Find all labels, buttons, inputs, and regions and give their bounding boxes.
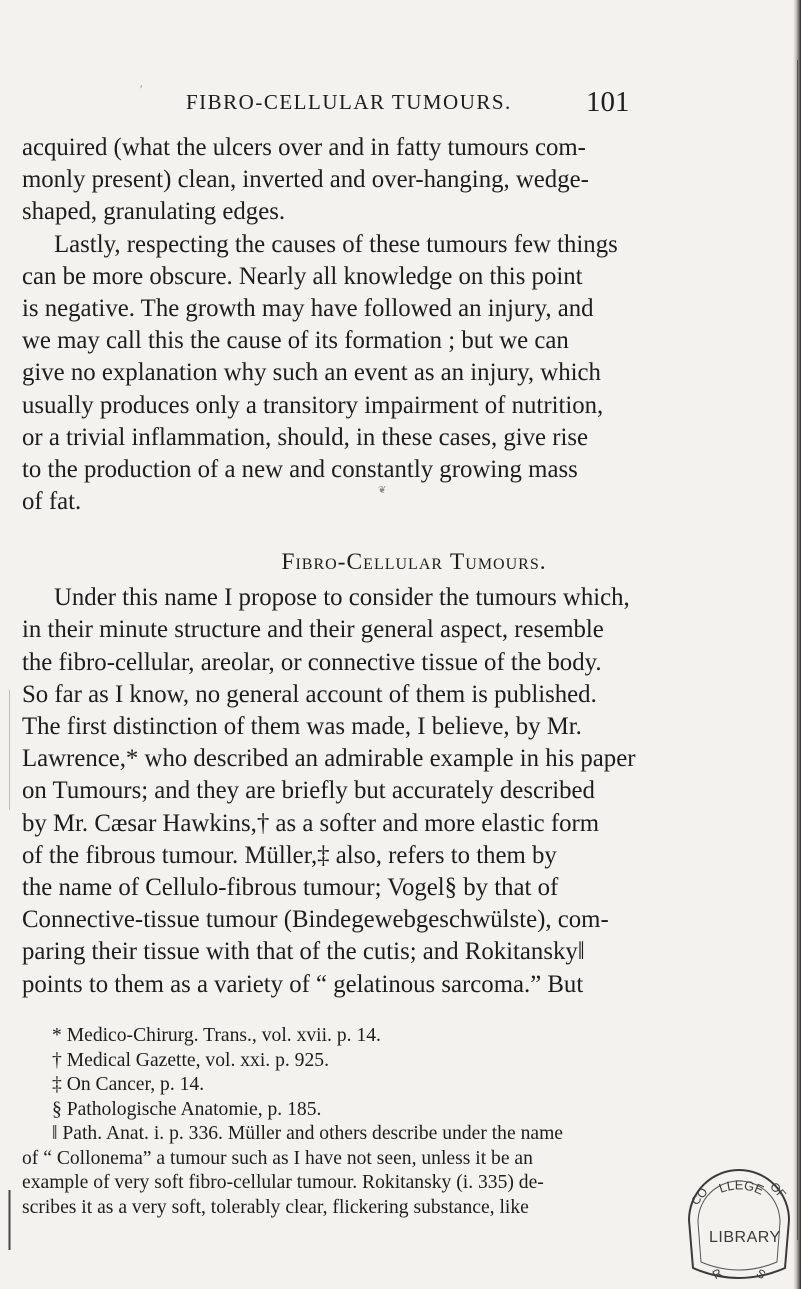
stamp-bottom-right: S xyxy=(754,1265,768,1283)
paragraph xyxy=(22,582,762,1000)
text-line: the name of Cellulo-fibrous tumour; Vogel§ by that of xyxy=(22,873,559,901)
text-line: by Mr. Cæsar Hawkins,† as a softer and more elastic form xyxy=(22,809,600,837)
stamp-bottom-left: R xyxy=(710,1265,725,1283)
section-heading-second: Tumours. xyxy=(449,549,547,576)
text-line: monly present) clean, inverted and over-hanging, wedge- xyxy=(22,166,589,194)
footnote-line: example of very soft fibro-cellular tumour. Rokitansky (i. 335) de- xyxy=(22,1172,544,1193)
footnote: ‖ Path. Anat. i. p. 336. Müller and others describe under the name xyxy=(52,1123,564,1144)
text-line: is negative. The growth may have followed an injury, and xyxy=(22,294,594,322)
footnote: † Medical Gazette, vol. xxi. p. 925. xyxy=(52,1049,329,1071)
stamp-inner-outline xyxy=(698,1181,780,1270)
stamp-right-letters: OF xyxy=(767,1179,789,1202)
paragraph xyxy=(22,132,762,229)
text-line: Under this name I propose to consider the tumours which, xyxy=(54,584,630,612)
text-line: points to them as a variety of “ gelatinous sarcoma.” But xyxy=(22,970,584,998)
text-line: give no explanation why such an event as an injury, which xyxy=(22,359,601,387)
text-line: The first distinction of them was made, I believe, by Mr. xyxy=(22,713,582,740)
text-line: we may call this the cause of its formation ; but we can xyxy=(22,327,569,355)
text-line: acquired (what the ulcers over and in fatty tumours com- xyxy=(22,134,586,161)
footnote: * Medico-Chirurg. Trans., vol. xvii. p. 14. xyxy=(52,1025,381,1046)
text-line: Lawrence,* who described an admirable example in his paper xyxy=(22,745,636,773)
stamp-left-letters: CO xyxy=(688,1185,711,1208)
text-line: of the fibrous tumour. Müller,‡ also, refers to them by xyxy=(22,841,557,869)
page-edge-line xyxy=(797,60,798,1240)
body-text xyxy=(22,132,762,1001)
text-line: to the production of a new and constantly growing mass xyxy=(22,455,578,483)
text-line: Connective-tissue tumour (Bindegewebgeschwülste), com- xyxy=(22,906,609,934)
text-line: shaped, granulating edges. xyxy=(22,198,286,226)
binding-shadow xyxy=(8,690,11,1250)
footnote: § Pathologische Anatomie, p. 185. xyxy=(52,1098,322,1120)
text-line: or a trivial inflammation, should, in these cases, give rise xyxy=(22,423,589,451)
text-line: the fibro-cellular, areolar, or connective tissue of the body. xyxy=(22,648,602,676)
page-number: 101 xyxy=(586,86,630,118)
stamp-center-word: LIBRARY xyxy=(709,1229,781,1246)
text-line: So far as I know, no general account of them is published. xyxy=(22,680,597,708)
text-line: on Tumours; and they are briefly but accurately described xyxy=(22,777,595,805)
footnote-line: scribes it as a very soft, tolerably clear, flickering substance, like xyxy=(22,1196,529,1218)
section-heading-first: Fibro-Cellular xyxy=(281,549,444,576)
footnote: ‡ On Cancer, p. 14. xyxy=(52,1074,205,1095)
text-line: in their minute structure and their general aspect, resemble xyxy=(22,616,604,644)
paragraph xyxy=(22,229,762,519)
section-heading xyxy=(22,546,762,582)
text-line: Lastly, respecting the causes of these tumours few things xyxy=(54,230,618,258)
text-line: paring their tissue with that of the cutis; and Rokitansky‖ xyxy=(22,938,585,966)
ornament-mark: ❦ xyxy=(378,485,387,496)
running-head xyxy=(0,86,801,116)
stamp-top-text: LLEGE xyxy=(716,1177,767,1198)
footnotes xyxy=(22,1024,762,1220)
running-head-title: FIBRO-CELLULAR TUMOURS. xyxy=(186,90,512,114)
text-line: of fat. xyxy=(22,488,82,516)
text-line: usually produces only a transitory impairment of nutrition, xyxy=(22,391,604,419)
section-spacer xyxy=(22,518,762,546)
library-stamp xyxy=(683,1160,795,1286)
margin-mark: ′ xyxy=(140,82,143,96)
footnote-line: of “ Collonema” a tumour such as I have not seen, unless it be an xyxy=(22,1147,533,1169)
text-line: can be more obscure. Nearly all knowledge on this point xyxy=(22,262,583,290)
